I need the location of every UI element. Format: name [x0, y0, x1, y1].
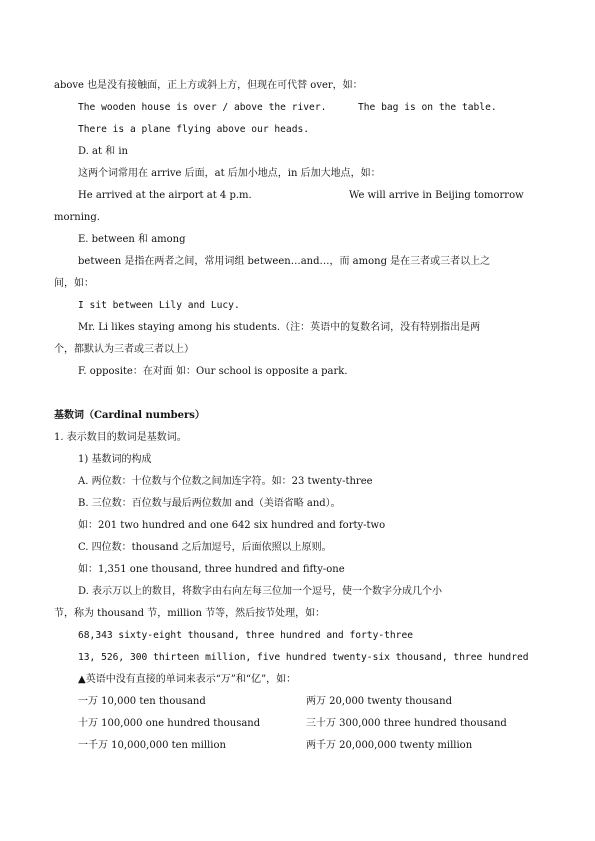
- section-e-example-1: I sit between Lily and Lucy.: [78, 300, 240, 311]
- section-d-intro: 这两个词常用在 arrive 后面，at 后加小地点，in 后加大地点，如：: [78, 168, 381, 179]
- section-f-line: F. opposite：在对面 如：Our school is opposite a park.: [78, 366, 348, 377]
- cardinal-numbers-title: 基数词（Cardinal numbers）: [54, 410, 205, 421]
- above-intro: above 也是没有接触面，正上方或斜上方，但现在可代替 over，如：: [54, 80, 363, 91]
- table-row-1-left: 一万 10,000 ten thousand: [78, 696, 206, 707]
- cardinal-point-1: 1. 表示数目的数词是基数词。: [54, 432, 187, 443]
- cardinal-item-c: C. 四位数：thousand 之后加逗号，后面依照以上原则。: [78, 542, 332, 553]
- section-e-example-2-line-1: Mr. Li likes staying among his students.（注：英语中的复数名词，没有特别指出是两: [78, 322, 481, 333]
- cardinal-item-a: A. 两位数：十位数与个位数之间加连字符。如：23 twenty-three: [78, 476, 373, 487]
- section-d-heading: D. at 和 in: [78, 146, 128, 157]
- cardinal-subheading: 1) 基数词的构成: [78, 454, 152, 465]
- above-example-2: The bag is on the table.: [358, 102, 497, 113]
- above-example-1: The wooden house is over / above the river.: [78, 102, 327, 113]
- note-wan-yi: ▲英语中没有直接的单词来表示“万”和“亿”，如：: [78, 674, 297, 685]
- section-e-heading: E. between 和 among: [78, 234, 186, 245]
- table-row-3-right: 两千万 20,000,000 twenty million: [306, 740, 473, 751]
- table-row-3-left: 一千万 10,000,000 ten million: [78, 740, 226, 751]
- section-d-example-1: He arrived at the airport at 4 p.m.: [78, 190, 252, 201]
- cardinal-item-b-example: 如：201 two hundred and one 642 six hundred and forty-two: [78, 520, 386, 531]
- example-68343: 68,343 sixty-eight thousand, three hundred and forty-three: [78, 630, 414, 641]
- example-13-million: 13, 526, 300 thirteen million, five hundred twenty-six thousand, three hundred: [78, 652, 529, 663]
- cardinal-item-d-line-1: D. 表示万以上的数目，将数字由右向左每三位加一个逗号，使一个数字分成几个小: [78, 586, 443, 597]
- section-e-intro-1: between 是指在两者之间，常用词组 between…and…，而 among 是在三者或三者以上之: [78, 256, 491, 267]
- table-row-2-right: 三十万 300,000 three hundred thousand: [306, 718, 507, 729]
- section-e-intro-2: 间，如：: [54, 278, 94, 289]
- table-row-2-left: 十万 100,000 one hundred thousand: [78, 718, 261, 729]
- cardinal-item-d-line-2: 节，称为 thousand 节，million 节等，然后按节处理，如：: [54, 608, 326, 619]
- section-d-example-2: We will arrive in Beijing tomorrow: [349, 190, 524, 201]
- section-e-example-2-line-2: 个，都默认为三者或三者以上）: [54, 344, 194, 355]
- above-example-3: There is a plane flying above our heads.: [78, 124, 310, 135]
- table-row-1-right: 两万 20,000 twenty thousand: [306, 696, 452, 707]
- cardinal-item-c-example: 如：1,351 one thousand, three hundred and fifty-one: [78, 564, 345, 575]
- section-d-example-2-cont: morning.: [54, 212, 100, 223]
- cardinal-item-b: B. 三位数：百位数与最后两位数加 and（美语省略 and）。: [78, 498, 341, 509]
